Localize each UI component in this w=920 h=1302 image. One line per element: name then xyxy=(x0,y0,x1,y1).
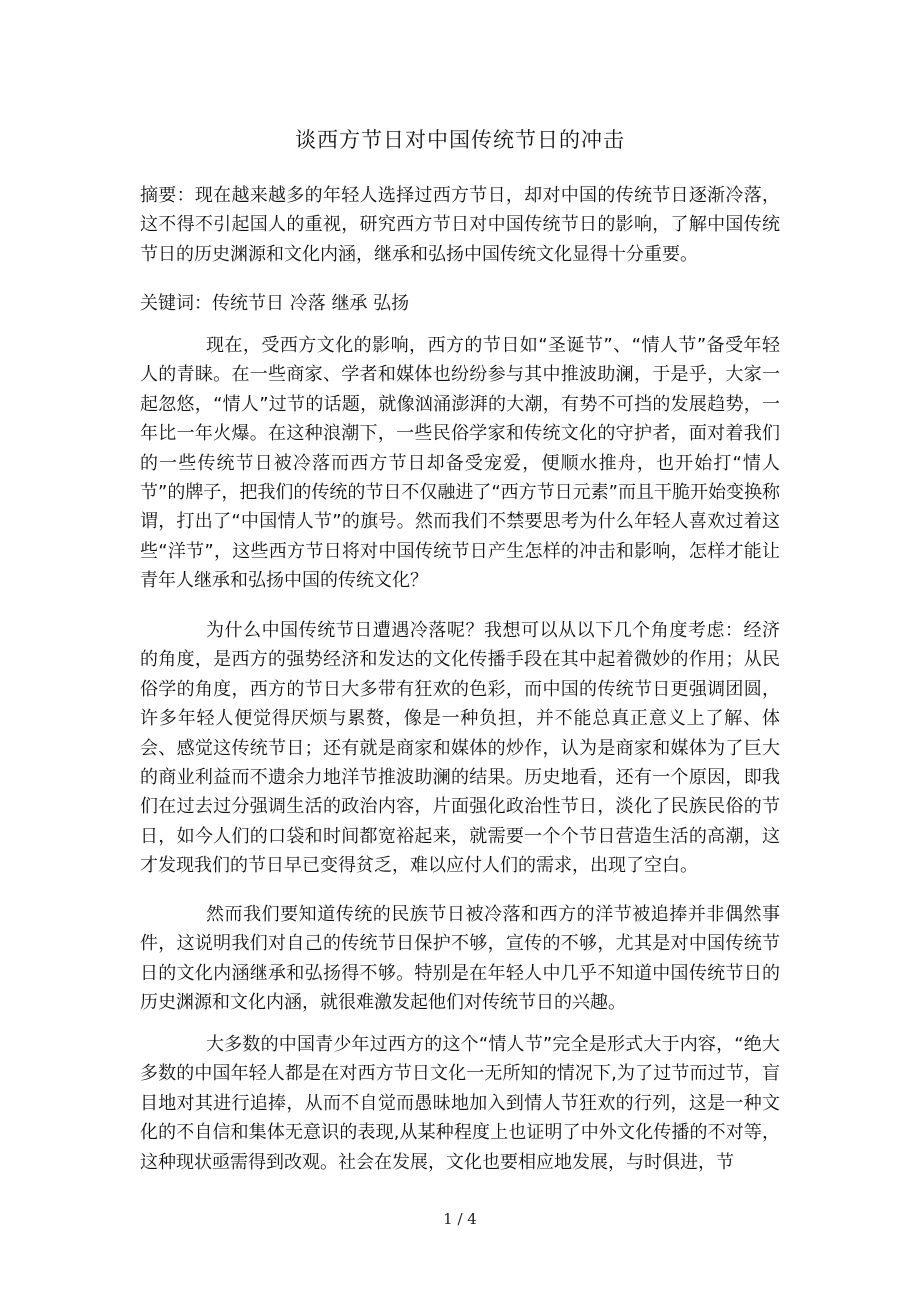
body-paragraph-3: 然而我们要知道传统的民族节日被冷落和西方的洋节被追捧并非偶然事件，这说明我们对自己的传统节日保护不够，宣传的不够，尤其是对中国传统节日的文化内涵继承和弘扬得不够。特别是在年轻人中几乎不知道中国传统节日的历史渊源和文化内涵，就很难激发起他们对传统节日的兴趣。 xyxy=(140,904,780,1014)
page-number: 1 / 4 xyxy=(443,1210,477,1228)
keywords-line: 关键词：传统节日 冷落 继承 弘扬 xyxy=(140,293,410,314)
body-paragraph-2: 为什么中国传统节日遭遇冷落呢？我想可以从以下几个角度考虑：经济的角度，是西方的强势经济和发达的文化传播手段在其中起着微妙的作用；从民俗学的角度，西方的节日大多带有狂欢的色彩，而中国的传统节日更强调团圆，许多年轻人便觉得厌烦与累赘，像是一种负担，并不能总真正意义上了解、体会、感觉这传统节日；还有就是商家和媒体的炒作，认为是商家和媒体为了巨大的商业利益而不遗余力地洋节推波助澜的结果。历史地看，还有一个原因，即我们在过去过分强调生活的政治内容，片面强化政治性节日，淡化了民族民俗的节日，如今人们的口袋和时间都宽裕起来，就需要一个个节日营造生活的高潮，这才发现我们的节日早已变得贫乏，难以应付人们的需求，出现了空白。 xyxy=(140,620,780,877)
abstract-paragraph: 摘要：现在越来越多的年轻人选择过西方节日，却对中国的传统节日逐渐冷落，这不得不引起国人的重视，研究西方节日对中国传统节日的影响，了解中国传统节日的历史渊源和文化内涵，继承和弘扬中国传统文化显得十分重要。 xyxy=(140,185,780,265)
document-title: 谈西方节日对中国传统节日的冲击 xyxy=(295,128,625,152)
body-paragraph-4: 大多数的中国青少年过西方的这个“情人节”完全是形式大于内容，“绝大多数的中国年轻人都是在对西方节日文化一无所知的情况下,为了过节而过节，盲目地对其进行追捧，从而不自觉而愚昧地加入到情人节狂欢的行列，这是一种文化的不自信和集体无意识的表现,从某种程度上也证明了中外文化传播的不对等，这种现状亟需得到改观。社会在发展，文化也要相应地发展，与时俱进，节 xyxy=(140,1034,780,1173)
body-paragraph-1: 现在，受西方文化的影响，西方的节日如“圣诞节”、“情人节”备受年轻人的青睐。在一些商家、学者和媒体也纷纷参与其中推波助澜，于是乎，大家一起忽悠，“情人”过节的话题，就像汹涌澎湃的大潮，有势不可挡的发展趋势，一年比一年火爆。在这种浪潮下，一些民俗学家和传统文化的守护者，面对着我们的一些传统节日被冷落而西方节日却备受宠爱，便顺水推舟，也开始打“情人节”的牌子，把我们的传统的节日不仅融进了“西方节日元素”而且干脆开始变换称谓，打出了“中国情人节”的旗号。然而我们不禁要思考为什么年轻人喜欢过着这些“洋节”，这些西方节日将对中国传统节日产生怎样的冲击和影响，怎样才能让青年人继承和弘扬中国的传统文化？ xyxy=(140,335,780,592)
